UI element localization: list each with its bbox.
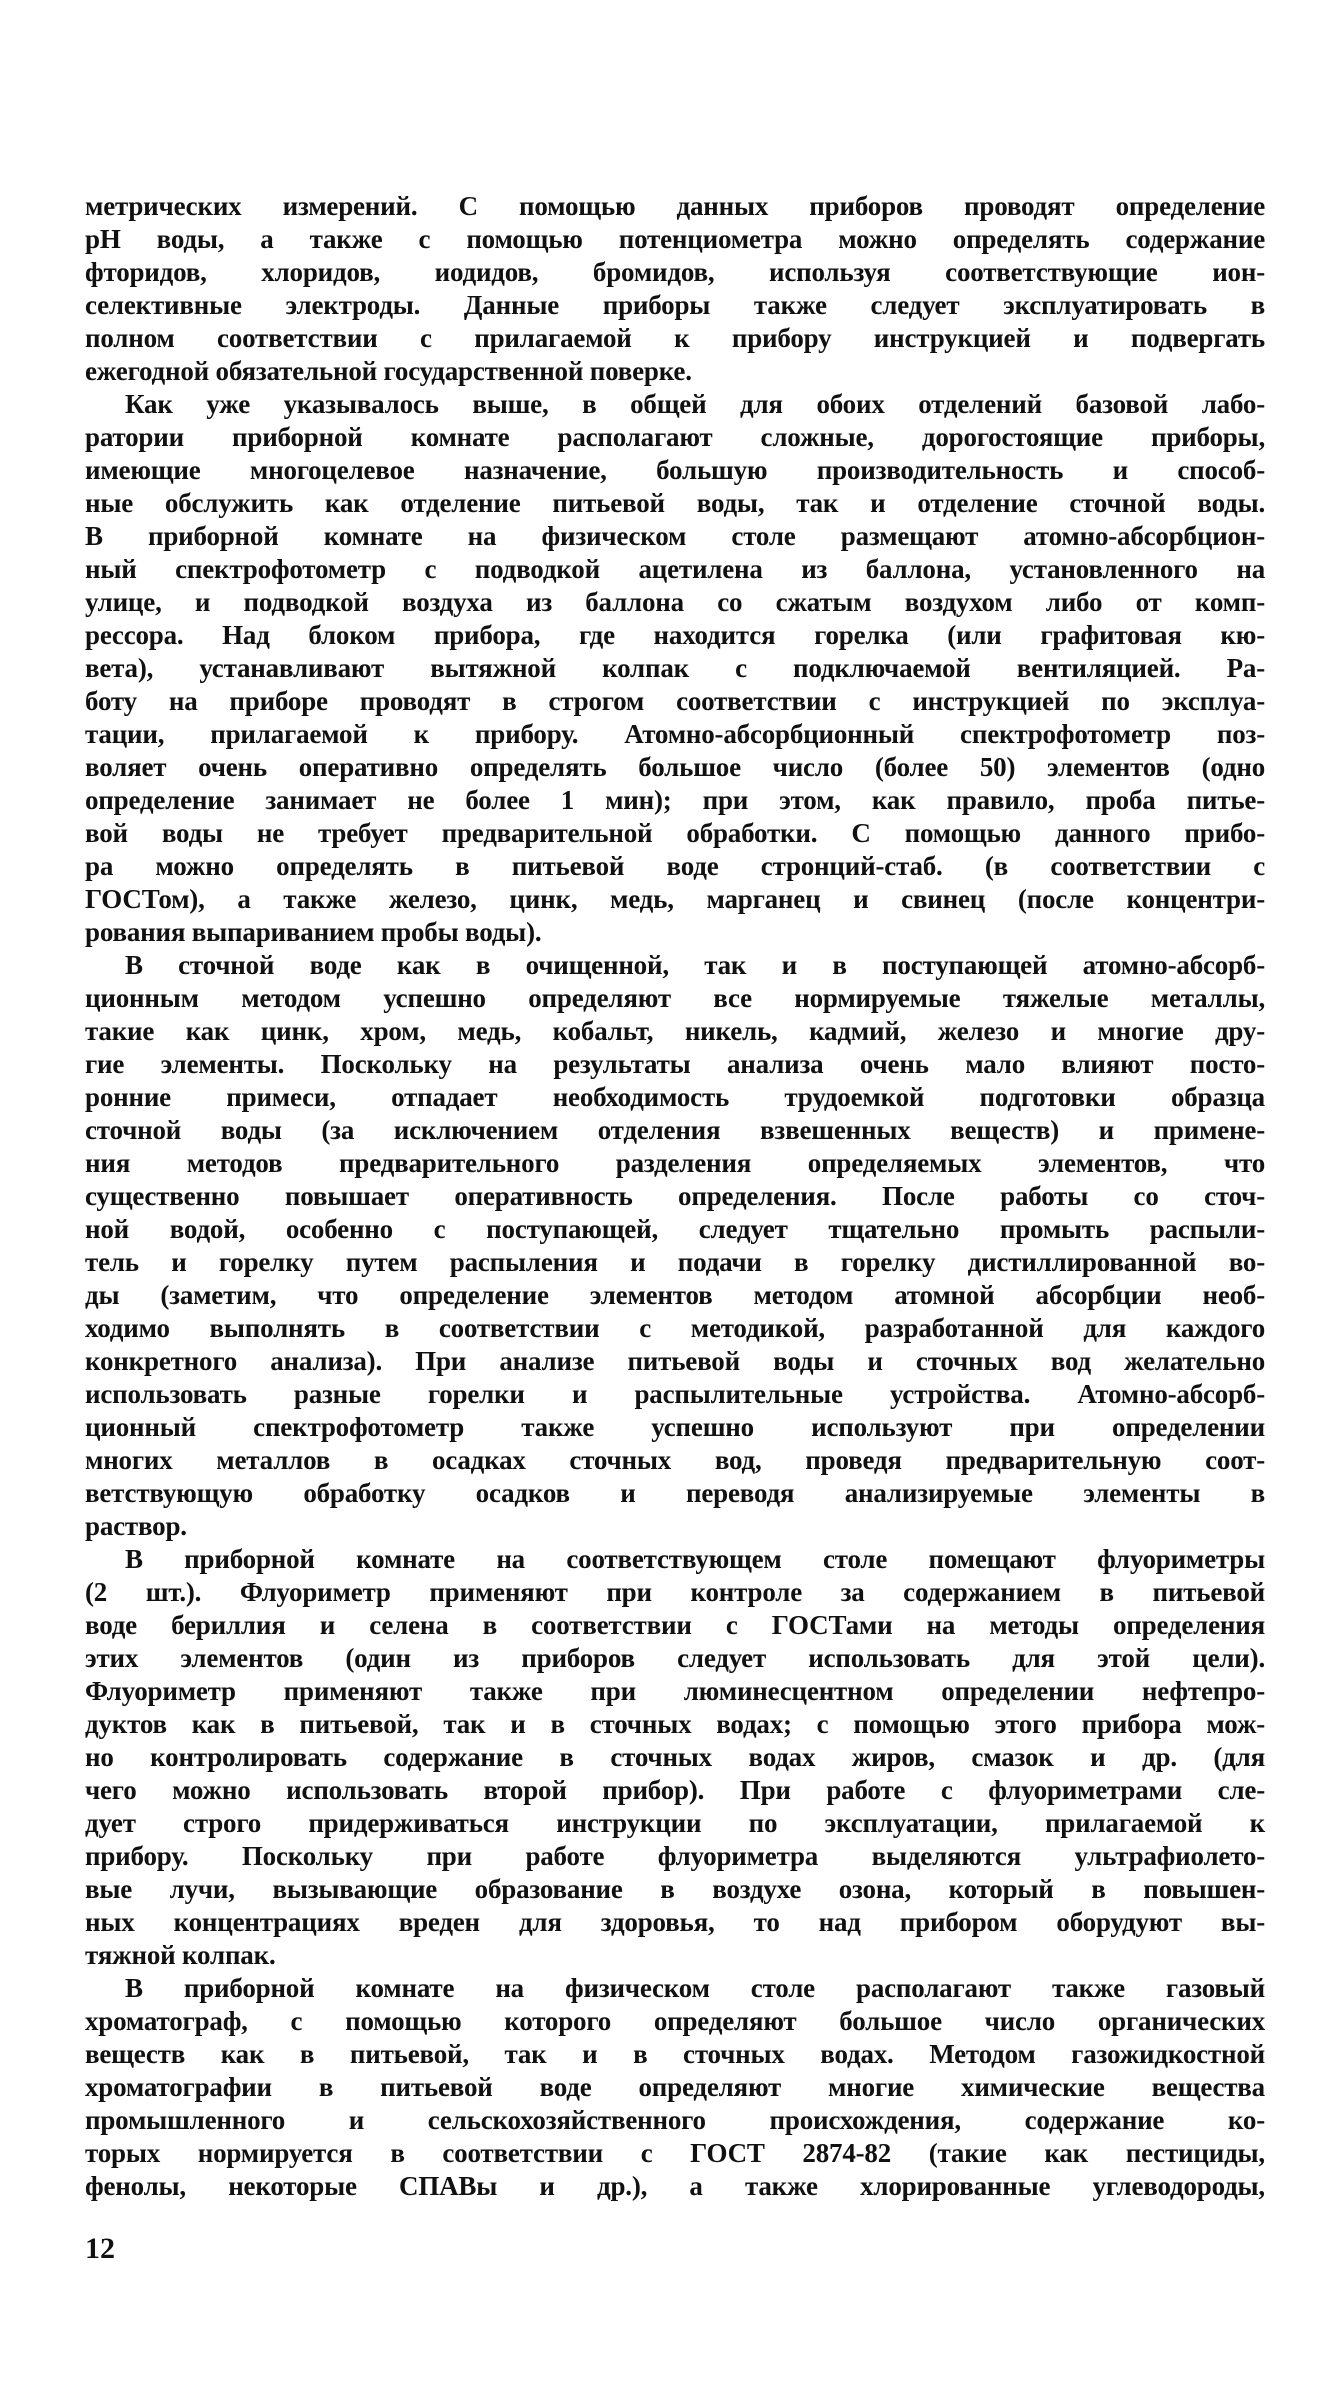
paragraph [85, 190, 1265, 388]
text-line: pH воды, а также с помощью потенциометра можно определять содержание [85, 224, 1265, 254]
page-body [85, 190, 1265, 2203]
text-line: ных концентрациях вреден для здоровья, то над прибором оборудуют вы- [85, 1907, 1265, 1937]
text-line: воляет очень оперативно определять большое число (более 50) элементов (одно [85, 752, 1265, 782]
text-line: (2 шт.). Флуориметр применяют при контроле за содержанием в питьевой [85, 1577, 1265, 1607]
text-line: рессора. Над блоком прибора, где находится горелка (или графитовая кю- [85, 620, 1265, 650]
page-number: 12 [85, 2232, 115, 2265]
text-line: прибору. Поскольку при работе флуориметра выделяются ультрафиолето- [85, 1841, 1265, 1871]
text-line: боту на приборе проводят в строгом соответствии с инструкцией по эксплуа- [85, 686, 1265, 716]
paragraph [85, 388, 1265, 949]
text-line: тяжной колпак. [85, 1940, 276, 1970]
text-line: фенолы, некоторые СПАВы и др.), а также хлорированные углеводороды, [85, 2171, 1265, 2201]
text-line: ные обслужить как отделение питьевой воды, так и отделение сточной воды. [85, 488, 1265, 518]
text-line: хроматограф, с помощью которого определяют большое число органических [85, 2006, 1265, 2036]
text-line: ный спектрофотометр с подводкой ацетилена из баллона, установленного на [85, 554, 1265, 584]
text-line: ционным методом успешно определяют все нормируемые тяжелые металлы, [85, 983, 1265, 1013]
text-line: В приборной комнате на физическом столе располагают также газовый [125, 1973, 1265, 2003]
paragraph [85, 949, 1265, 1543]
text-line: вой воды не требует предварительной обработки. С помощью данного прибо- [85, 818, 1265, 848]
paragraph [85, 1543, 1265, 1972]
text-line: дуктов как в питьевой, так и в сточных водах; с помощью этого прибора мож- [85, 1709, 1265, 1739]
text-line: существенно повышает оперативность определения. После работы со сточ- [85, 1181, 1265, 1211]
text-line: рования выпариванием пробы воды). [85, 917, 542, 947]
text-line: веществ как в питьевой, так и в сточных водах. Методом газожидкостной [85, 2039, 1265, 2069]
text-line: этих элементов (один из приборов следует использовать для этой цели). [85, 1643, 1265, 1673]
text-line: ра можно определять в питьевой воде стронций-стаб. (в соответствии с [85, 851, 1265, 881]
text-line: такие как цинк, хром, медь, кобальт, никель, кадмий, железо и многие дру- [85, 1016, 1265, 1046]
text-line: ратории приборной комнате располагают сложные, дорогостоящие приборы, [85, 422, 1265, 452]
text-line: ежегодной обязательной государственной поверке. [85, 356, 692, 386]
text-line: Флуориметр применяют также при люминесцентном определении нефтепро- [85, 1676, 1265, 1706]
text-line: В приборной комнате на соответствующем столе помещают флуориметры [125, 1544, 1265, 1574]
text-line: ронние примеси, отпадает необходимость трудоемкой подготовки образца [85, 1082, 1265, 1112]
text-line: ГОСТом), а также железо, цинк, медь, марганец и свинец (после концентри- [85, 884, 1265, 914]
text-line: воде бериллия и селена в соответствии с ГОСТами на методы определения [85, 1610, 1265, 1640]
text-line: ходимо выполнять в соответствии с методикой, разработанной для каждого [85, 1313, 1265, 1343]
text-line: В сточной воде как в очищенной, так и в поступающей атомно-абсорб- [125, 950, 1265, 980]
text-line: промышленного и сельскохозяйственного происхождения, содержание ко- [85, 2105, 1265, 2135]
text-line: тации, прилагаемой к прибору. Атомно-абсорбционный спектрофотометр поз- [85, 719, 1265, 749]
text-line: тель и горелку путем распыления и подачи в горелку дистиллированной во- [85, 1247, 1265, 1277]
text-line: дует строго придерживаться инструкции по эксплуатации, прилагаемой к [85, 1808, 1265, 1838]
text-line: полном соответствии с прилагаемой к прибору инструкцией и подвергать [85, 323, 1265, 353]
text-line: вые лучи, вызывающие образование в воздухе озона, который в повышен- [85, 1874, 1265, 1904]
text-line: чего можно использовать второй прибор). При работе с флуориметрами сле- [85, 1775, 1265, 1805]
text-line: Как уже указывалось выше, в общей для обоих отделений базовой лабо- [125, 389, 1265, 419]
text-line: определение занимает не более 1 мин); при этом, как правило, проба питье- [85, 785, 1265, 815]
text-line: сточной воды (за исключением отделения взвешенных веществ) и примене- [85, 1115, 1265, 1145]
text-line: использовать разные горелки и распылительные устройства. Атомно-абсорб- [85, 1379, 1265, 1409]
paragraph [85, 1972, 1265, 2203]
text-line: ветствующую обработку осадков и переводя анализируемые элементы в [85, 1478, 1265, 1508]
text-line: ды (заметим, что определение элементов методом атомной абсорбции необ- [85, 1280, 1265, 1310]
text-line: имеющие многоцелевое назначение, большую производительность и способ- [85, 455, 1265, 485]
text-line: В приборной комнате на физическом столе размещают атомно-абсорбцион- [85, 521, 1265, 551]
text-line: вета), устанавливают вытяжной колпак с подключаемой вентиляцией. Ра- [85, 653, 1265, 683]
text-line: хроматографии в питьевой воде определяют многие химические вещества [85, 2072, 1265, 2102]
text-line: ния методов предварительного разделения определяемых элементов, что [85, 1148, 1265, 1178]
text-line: многих металлов в осадках сточных вод, проведя предварительную соот- [85, 1445, 1265, 1475]
text-line: ционный спектрофотометр также успешно используют при определении [85, 1412, 1265, 1442]
text-line: улице, и подводкой воздуха из баллона со сжатым воздухом либо от комп- [85, 587, 1265, 617]
text-line: метрических измерений. С помощью данных приборов проводят определение [85, 191, 1265, 221]
text-line: торых нормируется в соответствии с ГОСТ 2874-82 (такие как пестициды, [85, 2138, 1265, 2168]
text-line: конкретного анализа). При анализе питьевой воды и сточных вод желательно [85, 1346, 1265, 1376]
text-line: селективные электроды. Данные приборы также следует эксплуатировать в [85, 290, 1265, 320]
text-line: фторидов, хлоридов, иодидов, бромидов, используя соответствующие ион- [85, 257, 1265, 287]
text-line: раствор. [85, 1511, 187, 1541]
text-line: гие элементы. Поскольку на результаты анализа очень мало влияют посто- [85, 1049, 1265, 1079]
text-line: но контролировать содержание в сточных водах жиров, смазок и др. (для [85, 1742, 1265, 1772]
text-line: ной водой, особенно с поступающей, следует тщательно промыть распыли- [85, 1214, 1265, 1244]
